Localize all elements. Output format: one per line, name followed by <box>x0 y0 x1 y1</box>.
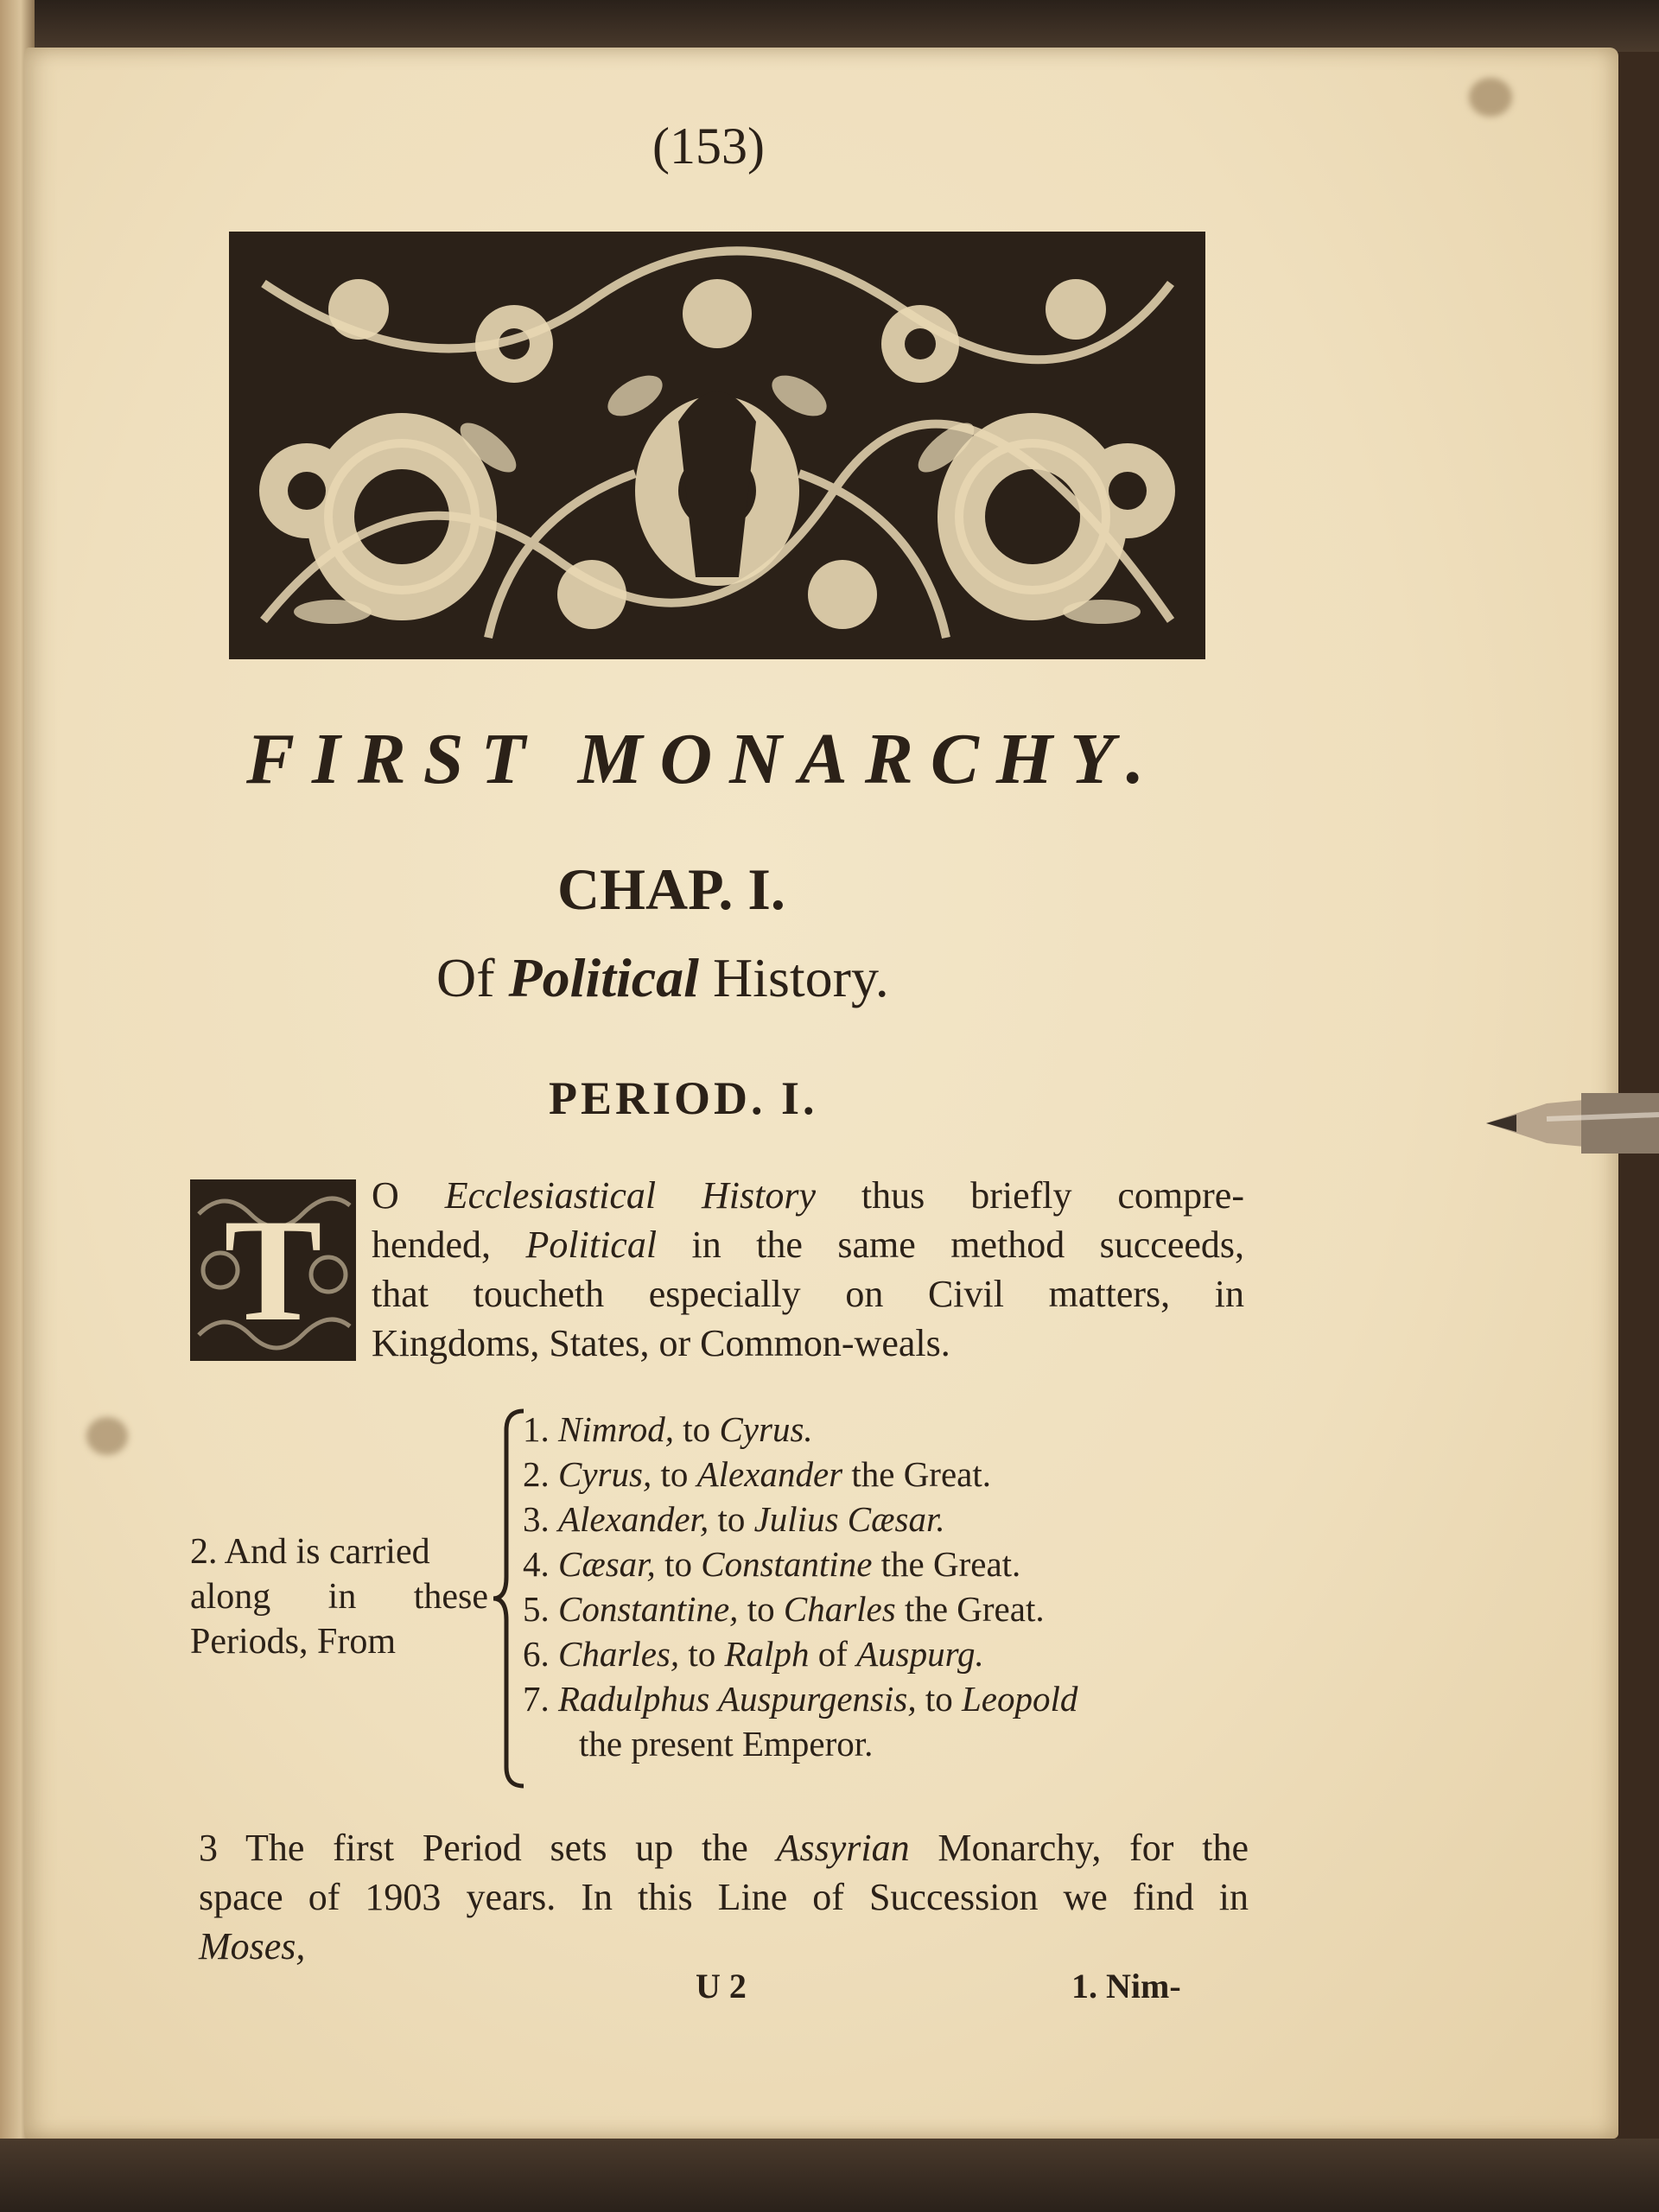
period-item <box>523 1586 1249 1631</box>
subtitle-post: History. <box>712 947 889 1008</box>
period-item <box>523 1497 1249 1541</box>
period-from: Cæsar, <box>558 1544 656 1584</box>
text-line <box>372 1319 1244 1368</box>
text-run: 3 The first Period sets up the <box>199 1827 777 1869</box>
foxing-spot <box>1469 78 1512 117</box>
period-rest: the Great. <box>895 1589 1045 1629</box>
text-run: Kingdoms, States, or Common-weals. <box>372 1322 950 1364</box>
period-to: Charles <box>783 1589 896 1629</box>
to-word: to <box>925 1679 953 1719</box>
period-number: 3. <box>523 1499 550 1539</box>
period-from: Alexander, <box>558 1499 709 1539</box>
opening-paragraph <box>372 1171 1244 1368</box>
to-word: to <box>688 1634 716 1674</box>
period-from: Radulphus Auspurgensis, <box>558 1679 917 1719</box>
period-from: Cyrus, <box>558 1454 652 1494</box>
chapter-heading: CHAP. I. <box>557 856 785 922</box>
period-to: Ralph <box>724 1634 810 1674</box>
period-to: Leopold <box>962 1679 1078 1719</box>
text-run: in the same method succeeds, <box>657 1224 1244 1266</box>
period-to: Alexander <box>696 1454 843 1494</box>
period-rest: the Great. <box>842 1454 991 1494</box>
page-title: FIRST MONARCHY. <box>246 719 1162 799</box>
margin-note-line: Periods, From <box>190 1622 397 1662</box>
text-line <box>372 1220 1244 1269</box>
second-paragraph <box>199 1823 1249 1971</box>
catchword: 1. Nim- <box>1071 1967 1181 2005</box>
period-heading: PERIOD. I. <box>549 1072 818 1124</box>
period-to: Julius Cæsar. <box>753 1499 945 1539</box>
text-line <box>372 1171 1244 1220</box>
dropcap-letter: T <box>224 1189 322 1351</box>
italic-text: Moses, <box>199 1925 306 1967</box>
text-run: hended, <box>372 1224 526 1266</box>
margin-note-line: along in these <box>190 1577 488 1617</box>
to-word: to <box>717 1499 746 1539</box>
italic-text: Political <box>525 1224 658 1266</box>
to-word: to <box>683 1409 711 1449</box>
text-run: space of 1903 years. In this Line of Succession we find in <box>199 1876 1249 1918</box>
text-run: O <box>372 1174 445 1217</box>
foxing-spot <box>86 1417 128 1455</box>
to-word: to <box>747 1589 775 1629</box>
text-line <box>199 1872 1249 1922</box>
subtitle-pre: Of <box>436 947 495 1008</box>
woodcut-headpiece-ornament <box>229 232 1205 659</box>
signature-mark: U 2 <box>696 1967 747 2005</box>
margin-note-line: 2. And is carried <box>190 1532 430 1572</box>
backdrop-bottom <box>0 2139 1659 2212</box>
period-number: 6. <box>523 1634 550 1674</box>
period-to: Constantine <box>701 1544 873 1584</box>
period-item <box>523 1631 1249 1676</box>
period-number: 5. <box>523 1589 550 1629</box>
period-item <box>523 1452 1249 1497</box>
text-line <box>199 1922 1249 1971</box>
to-word: to <box>664 1544 692 1584</box>
chapter-subtitle <box>436 946 889 1010</box>
period-item <box>523 1407 1249 1452</box>
backdrop-top <box>0 0 1659 52</box>
pencil-tip <box>1486 1084 1659 1162</box>
periods-list <box>523 1407 1249 1766</box>
text-line <box>372 1269 1244 1319</box>
text-run: that toucheth especially on Civil matters, in <box>372 1273 1244 1315</box>
margin-note <box>190 1529 488 1664</box>
text-line <box>199 1823 1249 1872</box>
page-number: (153) <box>652 118 765 175</box>
period-from: Nimrod, <box>558 1409 675 1449</box>
to-word: to <box>660 1454 689 1494</box>
text-run: thus briefly compre- <box>816 1174 1244 1217</box>
period-to: Cyrus. <box>719 1409 813 1449</box>
period-extra: Auspurg. <box>856 1634 984 1674</box>
period-number: 4. <box>523 1544 550 1584</box>
period-continuation: the present Emperor. <box>579 1724 874 1764</box>
period-item <box>523 1541 1249 1586</box>
period-number: 1. <box>523 1409 550 1449</box>
text-run: Monarchy, for the <box>909 1827 1249 1869</box>
period-rest: the Great. <box>872 1544 1021 1584</box>
period-rest: of <box>809 1634 857 1674</box>
subtitle-italic: Political <box>508 947 699 1008</box>
italic-text: Ecclesiastical History <box>444 1174 816 1217</box>
period-from: Charles, <box>558 1634 680 1674</box>
period-from: Constantine, <box>558 1589 739 1629</box>
decorated-dropcap <box>190 1179 356 1361</box>
period-number: 2. <box>523 1454 550 1494</box>
period-item <box>523 1676 1249 1721</box>
period-number: 7. <box>523 1679 550 1719</box>
italic-text: Assyrian <box>776 1827 910 1869</box>
